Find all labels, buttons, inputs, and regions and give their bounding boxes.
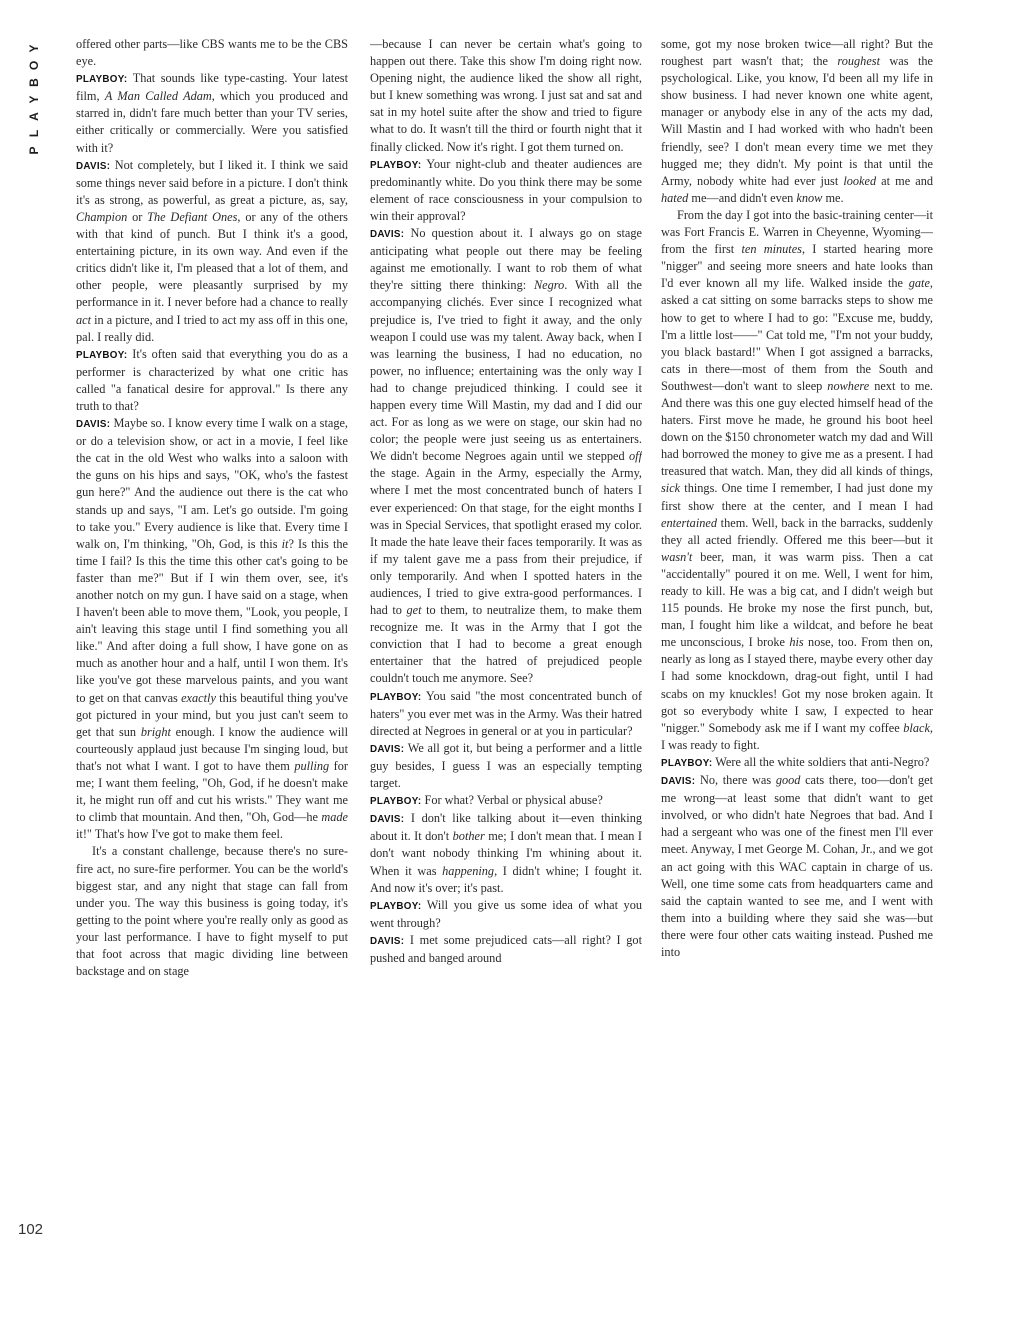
page-number: 102: [18, 1221, 44, 1238]
speaker-label-davis: DAVIS:: [76, 419, 111, 431]
speaker-label-davis: DAVIS:: [370, 935, 405, 947]
paragraph: DAVIS: Maybe so. I know every time I walk on a stage, or do a television show, or act in a movie, I feel like the cat in the old West who walks into a saloon with the guns on his hips and says, "OK, who's the fastest gun here?" And the audience out there is the cat who stands up and says, "I am. Let's go outside. I'm going to take you." Every audience is like that. Every time I walk on, I'm thinking, "Oh, God, is this it? Is this the time I fail? Is this the time this other cat's going to be faster than me?" But if I win them over, see, it's another notch on my gun. I have said on a stage, when I haven't been able to move them, "Look, you people, I ain't leaving this stage until I find something you all like." And after doing a full show, I have gone on as much as another hour and a half, until I won them. It's like you've got these marvelous paints, and you want to get on that canvas exactly this beautiful thing you've got pictured in your mind, but you just can't seem to get that sun bright enough. I know the audience will courteously applaud just because I'm singing loud, but that's not what I want. I got to have them pulling for me; I want them feeling, "Oh, God, if he doesn't make it, he might run off and cut his wrists." They want me to climb that mountain. And then, "Oh, God—he made it!" That's how I've got to make them feel.: [76, 416, 348, 842]
speaker-label-playboy: PLAYBOY:: [370, 900, 422, 912]
paragraph: offered other parts—like CBS wants me to be the CBS eye.: [76, 37, 348, 69]
speaker-label-playboy: PLAYBOY:: [76, 74, 128, 86]
paragraph: DAVIS: No question about it. I always go on stage anticipating what people out there may be feeling against me emotionally. I want to rob them of what they're sitting there thinking: Negro. With all the accompanying clichés. Ever since I recognized what prejudice is, I've tried to fight it away, and the only weapon I could use was my talent. Away back, when I was learning the business, I had no education, no power, no influence; entertaining was the only way I had to change prejudiced thinking. I could see it happen every time Will Mastin, my dad and I did our act. For as long as we were on stage, our skin had no color; the people were just seeing us as entertainers. We didn't become Negroes again until we stepped off the stage. Again in the Army, especially the Army, where I met the most concentrated bunch of haters I ever experienced: On that stage, for the eight months I was in Special Services, that spotlight erased my color. It made the hate leave their faces temporarily. It was as if my talent gave me a pass from their prejudice, if only temporarily. And when I spotted haters in the audiences, I tried to give extra-good performances. I had to get to them, to neutralize them, to make them recognize me. It was in the Army that I got the conviction that I had to become a great enough entertainer that the hatred of prejudiced people couldn't touch me anymore. See?: [370, 226, 642, 686]
speaker-label-davis: DAVIS:: [661, 776, 696, 788]
speaker-label-davis: DAVIS:: [370, 743, 405, 755]
speaker-label-playboy: PLAYBOY:: [370, 796, 422, 808]
speaker-label-playboy: PLAYBOY:: [370, 159, 422, 171]
paragraph: From the day I got into the basic-training center—it was Fort Francis E. Warren in Cheyenne, Wyoming—from the first ten minutes, I started hearing more "nigger" and seeing more sneers and hate looks than I'd ever known all my life. Walked inside the gate, asked a cat sitting on some barracks steps to show me how to get to where I had to go: "Excuse me, buddy, I'm a little lost——" Cat told me, "I'm not your buddy, you black bastard!" When I got assigned a barracks, cats in there—most of them from the South and Southwest—don't want to sleep nowhere next to me. And there was this one guy elected himself head of the haters. First move he made, he ground his boot heel down on the $150 chronometer watch my dad and Will had borrowed the money to give me as a present. I had treasured that watch. Man, they did all kinds of things, sick things. One time I remember, I had just done my first show there at the center, and I mean I had entertained them. Well, back in the barracks, suddenly they all acted friendly. Offered me this beer—but it wasn't beer, man, it was warm piss. Then a cat "accidentally" poured it on me. Well, I went for him, ready to kill. He was a big cat, and I didn't weigh but 115 pounds. He broke my nose the first punch, but, man, I fought him like a wildcat, and before he beat me unconscious, I broke his nose, too. From then on, nearly as long as I stayed there, maybe every other day I had some knockdown, drag-out fight, until I had scabs on my knuckles! Got my nose broken again. It got so everybody white I saw, I expected to hear "nigger." Somebody ask me if I want my coffee black, I was ready to fight.: [661, 207, 933, 752]
paragraph: PLAYBOY: Your night-club and theater audiences are predominantly white. Do you think there may be some element of race consciousness in your compulsion to win their approval?: [370, 156, 642, 223]
speaker-label-playboy: PLAYBOY:: [661, 757, 713, 769]
paragraph: some, got my nose broken twice—all right? But the roughest part wasn't that; the roughest was the psychological. Like, you know, I'd been all my life in show business. I had never known one white agent, manager or anybody else in any of the acts my dad, Will Mastin and I had worked with who hadn't been friendly, see? I don't mean every time we met they hugged me; they didn't. My point is that until the Army, nobody white had ever just looked at me and hated me—and didn't even know me.: [661, 37, 933, 205]
paragraph: —because I can never be certain what's going to happen out there. Take this show I'm doing right now. Opening night, the audience liked the show all right, but I knew something was wrong. I just sat and sat and sat in my hotel suite after the show and tried to figure what to do. It wasn't till the third or fourth night that it finally clicked. Now it's right. I got them turned on.: [370, 37, 642, 154]
text-column-3: [661, 36, 933, 1251]
paragraph: PLAYBOY: Will you give us some idea of what you went through?: [370, 897, 642, 930]
paragraph: DAVIS: I met some prejudiced cats—all right? I got pushed and banged around: [370, 932, 642, 965]
text-column-2: [370, 36, 642, 1251]
text-column-1: [76, 36, 348, 1251]
paragraph: DAVIS: I don't like talking about it—even thinking about it. It don't bother me; I don't mean that. I mean I don't want nobody thinking I'm whining about it. When it was happening, I didn't whine; I fought it. And now it's over; it's past.: [370, 811, 642, 895]
speaker-label-playboy: PLAYBOY:: [76, 349, 128, 361]
paragraph: PLAYBOY: It's often said that everything you do as a performer is characterized by what one critic has called "a fanatical desire for approval." Is there any truth to that?: [76, 346, 348, 413]
speaker-label-playboy: PLAYBOY:: [370, 691, 422, 703]
speaker-label-davis: DAVIS:: [76, 160, 111, 172]
paragraph: PLAYBOY: You said "the most concentrated bunch of haters" you ever met was in the Army. Was their hatred directed at Negroes in general or at you in particular?: [370, 688, 642, 738]
speaker-label-davis: DAVIS:: [370, 814, 405, 826]
paragraph: DAVIS: Not completely, but I liked it. I think we said some things never said before in a picture. I don't think it's as strong, as powerful, as great a picture, as, say, Champion or The Defiant Ones, or any of the others with that kind of punch. But I think it's a good, entertaining picture, in its own way. And even if the critics didn't like it, I'm pleased that a lot of them, and other people, were pleasantly surprised by my performance in it. I never before had a chance to really act in a picture, and I tried to act my ass off in this one, pal. I really did.: [76, 157, 348, 344]
paragraph: DAVIS: No, there was good cats there, too—don't get me wrong—at least some that didn't want to get involved, or who didn't hate Negroes that bad. And I had a sergeant who was one of the finest men I'll ever meet. Anyway, I met George M. Cohan, Jr., and we got an act going with this WAC captain in charge of us. Well, one time some cats from headquarters came and said the captain wanted to see me, and I went with them into a building where they said she was—but there were four other cats waiting instead. Pushed me into: [661, 773, 933, 959]
paragraph: PLAYBOY: That sounds like type-casting. Your latest film, A Man Called Adam, which you produced and starred in, didn't fare much better than your TV series, either critically or commercially. Were you satisfied with it?: [76, 71, 348, 155]
paragraph: PLAYBOY: For what? Verbal or physical abuse?: [370, 793, 603, 808]
magazine-masthead: Y O B Y A L P: [26, 44, 41, 155]
paragraph: It's a constant challenge, because there's no sure-fire act, no sure-fire performer. You can be the world's biggest star, and any night that stage can fall from under you. The way this business is going today, it's getting to the point where you're really only as good as your last performance. I have to fight myself to put that foot across that magic dividing line between backstage and on stage: [76, 844, 348, 979]
speaker-label-davis: DAVIS:: [370, 229, 405, 241]
paragraph: PLAYBOY: Were all the white soldiers that anti-Negro?: [661, 754, 930, 769]
paragraph: DAVIS: We all got it, but being a performer and a little guy besides, I guess I was an especially tempting target.: [370, 740, 642, 791]
